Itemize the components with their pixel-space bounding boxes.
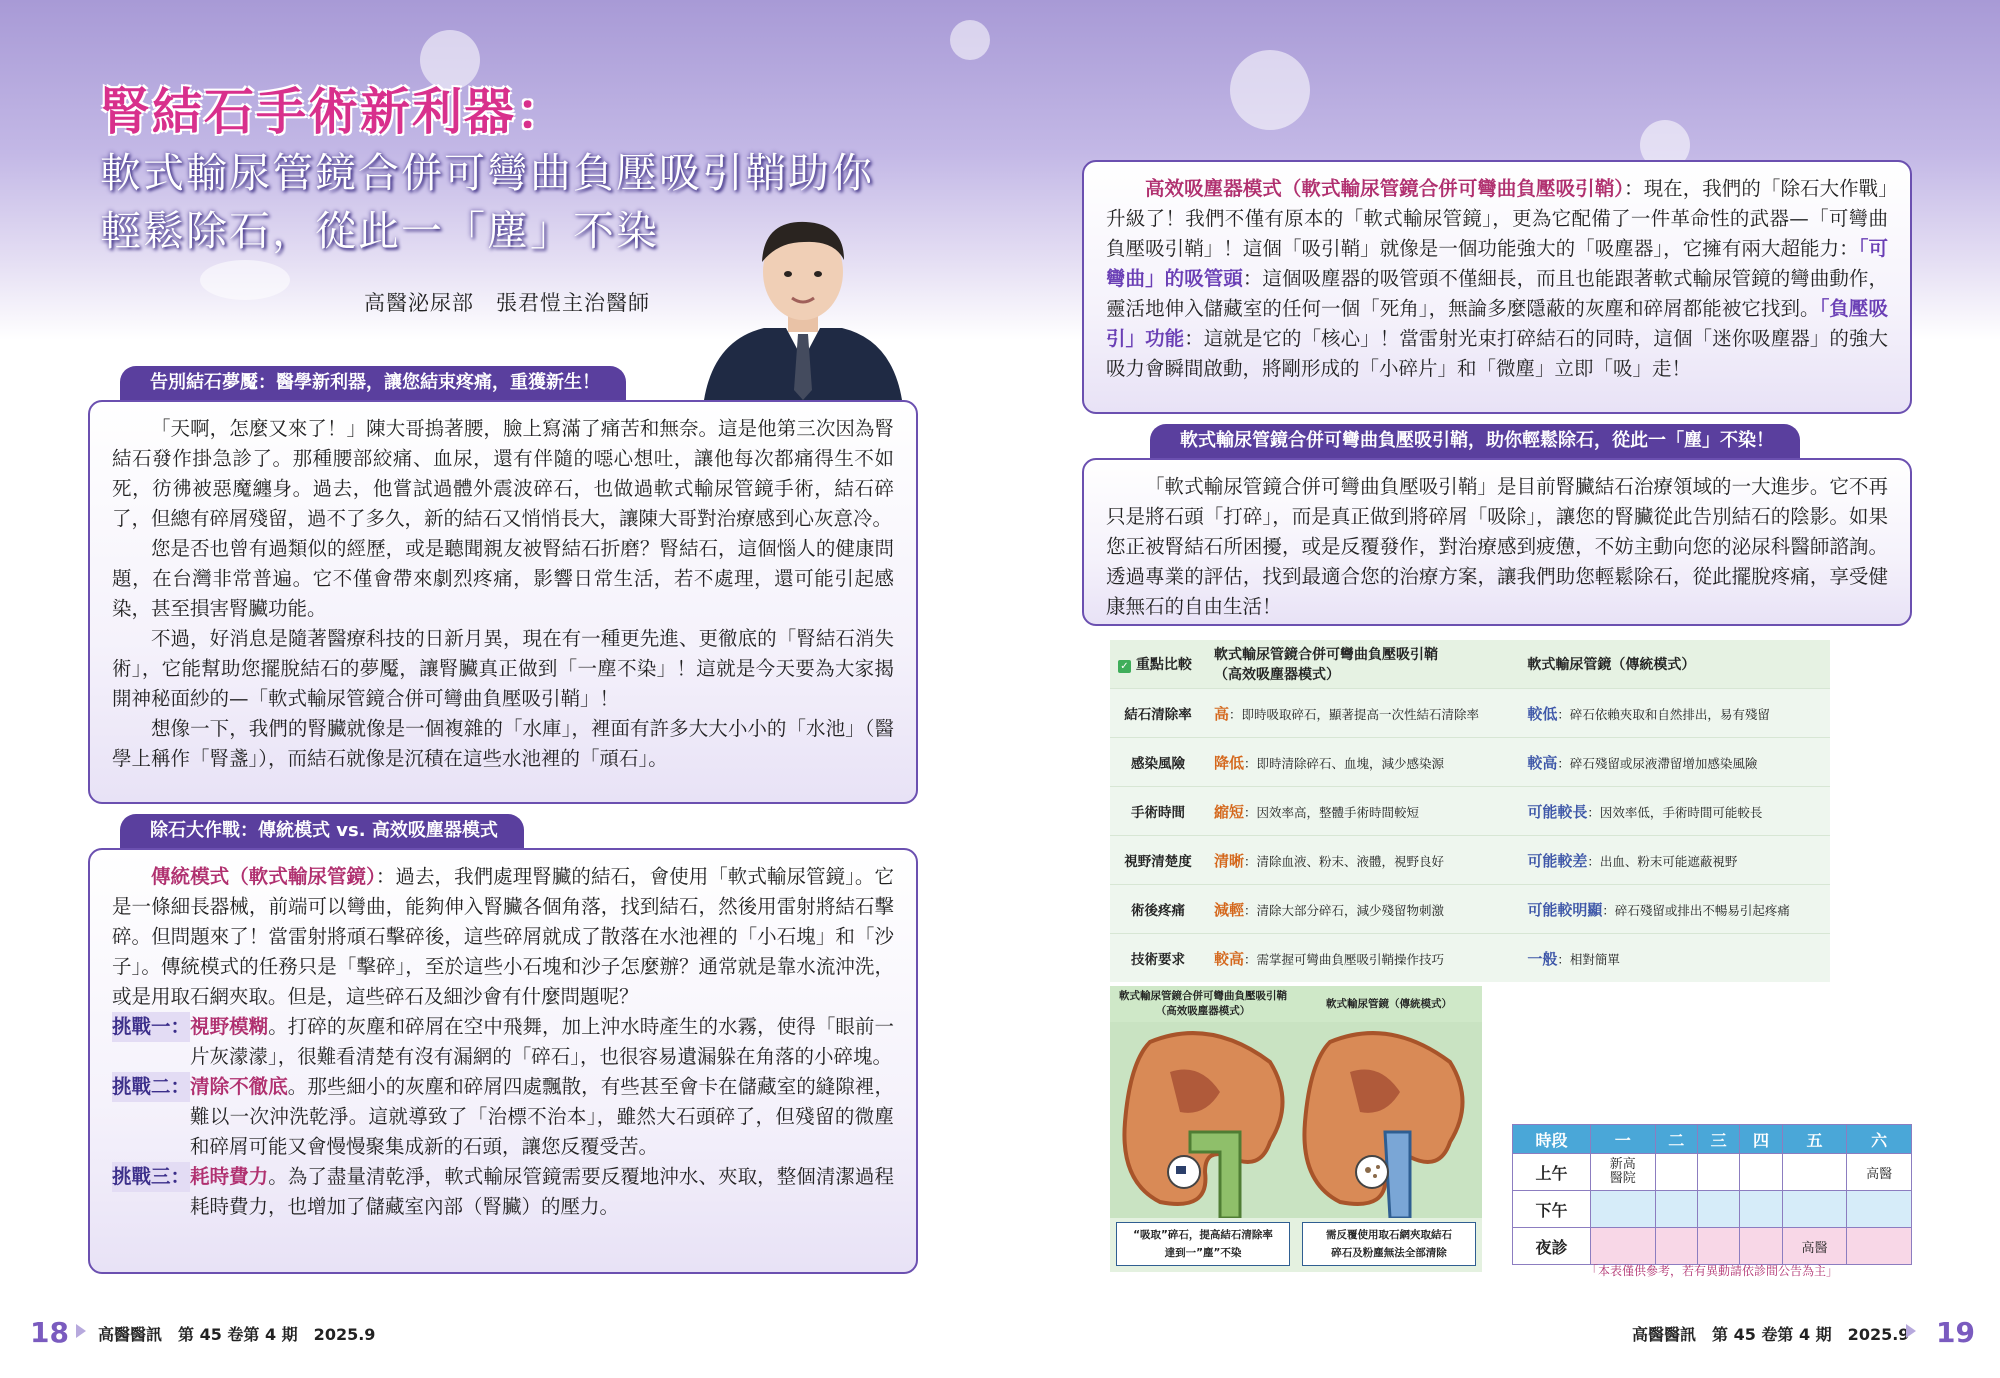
- cell-text: ：碎石依賴夾取和自然排出，易有殘留: [1557, 706, 1770, 722]
- section-heading-battle: 除石大作戰：傳統模式 vs. 高效吸塵器模式: [120, 814, 524, 848]
- cell-text: ：即時清除碎石、血塊，減少感染源: [1244, 755, 1445, 771]
- traditional-mode-heading: 傳統模式（軟式輸尿管鏡）: [151, 865, 376, 888]
- schedule-cell: [1740, 1228, 1782, 1265]
- cell-keyword: 清晰: [1214, 851, 1245, 870]
- row-label: 感染風險: [1110, 738, 1206, 787]
- schedule-cell: 高醫: [1847, 1154, 1912, 1191]
- schedule-cell: [1697, 1228, 1739, 1265]
- table-row: [1110, 934, 1830, 983]
- suction-keyword: 「負壓吸引」功能: [1106, 297, 1888, 350]
- cell-keyword: 降低: [1214, 753, 1245, 772]
- table-cell: [1206, 836, 1519, 885]
- schedule-note: 「本表僅供參考，若有異動請依診間公告為主」: [1585, 1264, 1838, 1278]
- section-heading-farewell: 告別結石夢魘：醫學新利器，讓您結束疼痛，重獲新生！: [120, 366, 626, 400]
- challenge-text: 。那些細小的灰塵和碎屑四處飄散，有些甚至會卡在儲藏室的縫隙裡，難以一次沖洗乾淨。這就導致了「治標不治本」，雖然大石頭碎了，但殘留的微塵和碎屑可能又會慢慢聚集成新的石頭，讓您反覆受苦。: [190, 1075, 894, 1158]
- table-cell: [1206, 738, 1519, 787]
- challenge-label: 挑戰一：: [112, 1012, 190, 1042]
- paragraph: 不過，好消息是隨著醫療科技的日新月異，現在有一種更先進、更徹底的「腎結石消失術」，它能幫助您擺脫結石的夢魘，讓腎臟真正做到「一塵不染」！這就是今天要為大家揭開神秘面紗的—「軟式輸尿管鏡合併可彎曲負壓吸引鞘」！: [112, 627, 894, 710]
- day-header: 一: [1591, 1125, 1656, 1154]
- schedule-cell: [1655, 1228, 1697, 1265]
- check-icon: ✓: [1118, 660, 1131, 673]
- paragraph: 想像一下，我們的腎臟就像是一個複雜的「水庫」，裡面有許多大大小小的「水池」（醫學上稱作「腎盞」），而結石就像是沉積在這些水池裡的「頑石」。: [112, 717, 894, 770]
- header-label: （高效吸塵器模式）: [1155, 1005, 1251, 1017]
- header-label: 重點比較: [1135, 657, 1192, 673]
- row-label: 術後疼痛: [1110, 885, 1206, 934]
- cell-keyword: 較高: [1527, 753, 1558, 772]
- caption-label: 碎石及粉塵無法全部清除: [1331, 1247, 1447, 1259]
- sparkle-decoration: [200, 260, 290, 300]
- table-row: [1110, 787, 1830, 836]
- cell-keyword: 較高: [1214, 949, 1245, 968]
- cell-text: ：因效率低，手術時間可能較長: [1587, 804, 1763, 820]
- row-label: 技術要求: [1110, 934, 1206, 983]
- schedule-cell: 新高 醫院: [1591, 1154, 1656, 1191]
- cell-text: ：出血、粉末可能遮蔽視野: [1587, 853, 1738, 869]
- conclusion-box: [1082, 458, 1912, 626]
- illustration-left-caption: [1116, 1222, 1290, 1266]
- cell-keyword: 可能較差: [1527, 851, 1588, 870]
- page-number-left: 18: [30, 1316, 69, 1349]
- session-label: 下午: [1513, 1191, 1591, 1228]
- row-label: 視野清楚度: [1110, 836, 1206, 885]
- table-row: [1110, 689, 1830, 738]
- cell-text: ：即時吸取碎石，顯著提高一次性結石清除率: [1229, 706, 1480, 722]
- page-subtitle-line2: 輕鬆除石，從此一「塵」不染: [100, 207, 659, 255]
- header-label: 軟式輸尿管鏡合併可彎曲負壓吸引鞘: [1214, 647, 1438, 663]
- table-header: 軟式輸尿管鏡（傳統模式）: [1519, 640, 1830, 689]
- day-header: 四: [1740, 1125, 1782, 1154]
- challenge-item: [112, 1072, 894, 1162]
- table-cell: [1519, 934, 1830, 983]
- cell-text: ：清除大部分碎石，減少殘留物刺激: [1244, 902, 1445, 918]
- sparkle-decoration: [950, 20, 990, 60]
- schedule-cell: [1847, 1191, 1912, 1228]
- schedule-cell: [1697, 1191, 1739, 1228]
- cell-keyword: 縮短: [1214, 802, 1245, 821]
- challenge-keyword: 清除不徹底: [190, 1075, 288, 1098]
- cell-text: ：需掌握可彎曲負壓吸引鞘操作技巧: [1244, 951, 1445, 967]
- kidney-comparison-illustration: [1110, 986, 1482, 1272]
- table-header-row: [1110, 640, 1830, 689]
- clinic-schedule-table: [1512, 1124, 1912, 1265]
- day-header: 三: [1697, 1125, 1739, 1154]
- vacuum-mode-heading: 高效吸塵器模式（軟式輸尿管鏡合併可彎曲負壓吸引鞘）: [1145, 177, 1625, 200]
- page-subtitle-line1: 軟式輸尿管鏡合併可彎曲負壓吸引鞘助你: [100, 149, 874, 197]
- cell-text: ：因效率高，整體手術時間較短: [1244, 804, 1420, 820]
- challenge-label: 挑戰二：: [112, 1072, 190, 1102]
- table-row: [1110, 836, 1830, 885]
- traditional-mode-paragraph: [112, 862, 894, 1012]
- header-label: （高效吸塵器模式）: [1214, 667, 1340, 683]
- cell-keyword: 高: [1214, 704, 1230, 723]
- paragraph: 「軟式輸尿管鏡合併可彎曲負壓吸引鞘」是目前腎臟結石治療領域的一大進步。它不再只是將石頭「打碎」，而是真正做到將碎屑「吸除」，讓您的腎臟從此告別結石的陰影。如果您正被腎結石所困擾，或是反覆發作，對治療感到疲憊，不妨主動向您的泌尿科醫師諮詢。透過專業的評估，找到最適合您的治療方案，讓我們助您輕鬆除石，從此擺脫疼痛，享受健康無石的自由生活！: [1106, 475, 1888, 618]
- triangle-icon: [1906, 1324, 1916, 1338]
- illustration-right-caption: [1302, 1222, 1476, 1266]
- table-header: [1110, 640, 1206, 689]
- row-label: 手術時間: [1110, 787, 1206, 836]
- footer-publication-left: 高醫醫訊 第 45 卷第 4 期 2025.9: [98, 1325, 376, 1344]
- schedule-cell: 高醫: [1782, 1228, 1847, 1265]
- table-cell: [1206, 885, 1519, 934]
- schedule-row: [1513, 1154, 1912, 1191]
- schedule-cell: [1655, 1154, 1697, 1191]
- day-header: 六: [1847, 1125, 1912, 1154]
- suction-text: ：這就是它的「核心」！當雷射光束打碎結石的同時，這個「迷你吸塵器」的強大吸力會瞬間啟動，將剛形成的「小碎片」和「微塵」立即「吸」走！: [1106, 327, 1888, 380]
- schedule-cell: [1655, 1191, 1697, 1228]
- schedule-row: [1513, 1191, 1912, 1228]
- doctor-photo: [694, 200, 912, 400]
- table-cell: [1519, 689, 1830, 738]
- cell-keyword: 可能較長: [1527, 802, 1588, 821]
- flexible-tip-text: ：這個吸塵器的吸管頭不僅細長，而且也能跟著軟式輸尿管鏡的彎曲動作，靈活地伸入儲藏室的任何一個「死角」，無論多麼隱蔽的灰塵和碎屑都能被它找到。: [1106, 267, 1888, 320]
- caption-label: “吸取”碎石，提高結石清除率: [1133, 1229, 1273, 1241]
- schedule-cell: [1591, 1228, 1656, 1265]
- cell-text: ：碎石殘留或尿液滯留增加感染風險: [1557, 755, 1758, 771]
- challenge-label: 挑戰三：: [112, 1162, 190, 1192]
- comparison-table: [1110, 640, 1830, 982]
- table-row: [1110, 885, 1830, 934]
- illustration-right-header: 軟式輸尿管鏡（傳統模式）: [1296, 986, 1482, 1022]
- cell-keyword: 減輕: [1214, 900, 1245, 919]
- header-label: 軟式輸尿管鏡合併可彎曲負壓吸引鞘: [1119, 990, 1287, 1002]
- page-number-right: 19: [1936, 1316, 1975, 1349]
- cell-keyword: 可能較明顯: [1527, 900, 1603, 919]
- table-cell: [1206, 934, 1519, 983]
- table-row: [1110, 738, 1830, 787]
- challenge-text: 。打碎的灰塵和碎屑在空中飛舞，加上沖水時產生的水霧，使得「眼前一片灰濛濛」，很難看清楚有沒有漏網的「碎石」，也很容易遺漏躲在角落的小碎塊。: [190, 1015, 894, 1068]
- session-label: 上午: [1513, 1154, 1591, 1191]
- triangle-icon: [76, 1324, 86, 1338]
- schedule-cell: [1782, 1191, 1847, 1228]
- challenge-keyword: 耗時費力: [190, 1165, 269, 1188]
- kidney-drawing: [1110, 1022, 1482, 1218]
- table-cell: [1519, 787, 1830, 836]
- cell-text: ：相對簡單: [1557, 951, 1620, 967]
- schedule-cell: [1697, 1154, 1739, 1191]
- table-cell: [1206, 787, 1519, 836]
- schedule-header-row: [1513, 1125, 1912, 1154]
- day-header: 二: [1655, 1125, 1697, 1154]
- author-byline: 高醫泌尿部 張君愷主治醫師: [364, 291, 650, 315]
- day-header: 五: [1782, 1125, 1847, 1154]
- challenge-text: 。為了盡量清乾淨，軟式輸尿管鏡需要反覆地沖水、夾取，整個清潔過程耗時費力，也增加了儲藏室內部（腎臟）的壓力。: [190, 1165, 894, 1218]
- challenge-item: [112, 1012, 894, 1072]
- schedule-cell: [1591, 1191, 1656, 1228]
- challenge-item: [112, 1162, 894, 1222]
- vacuum-mode-box: [1082, 160, 1912, 414]
- paragraph: 「天啊，怎麼又來了！」陳大哥摀著腰，臉上寫滿了痛苦和無奈。這是他第三次因為腎結石發作掛急診了。那種腰部絞痛、血尿，還有伴隨的噁心想吐，讓他每次都痛得生不如死，彷彿被惡魔纏身。過去，他嘗試過體外震波碎石，也做過軟式輸尿管鏡手術，結石碎了，但總有碎屑殘留，過不了多久，新的結石又悄悄長大，讓陳大哥對治療感到心灰意冷。: [112, 417, 894, 530]
- row-label: 結石清除率: [1110, 689, 1206, 738]
- schedule-cell: [1740, 1154, 1782, 1191]
- sparkle-decoration: [1230, 50, 1310, 130]
- section-heading-conclusion: 軟式輸尿管鏡合併可彎曲負壓吸引鞘，助你輕鬆除石，從此一「塵」不染！: [1150, 424, 1800, 458]
- footer-publication-right: 高醫醫訊 第 45 卷第 4 期 2025.9: [1632, 1325, 1910, 1344]
- session-label: 夜診: [1513, 1228, 1591, 1265]
- schedule-cell: [1740, 1191, 1782, 1228]
- traditional-mode-box: [88, 848, 918, 1274]
- table-cell: [1519, 885, 1830, 934]
- intro-box: [88, 400, 918, 804]
- caption-label: 需反覆使用取石網夾取結石: [1326, 1229, 1452, 1241]
- page-title: 腎結石手術新利器：: [100, 83, 568, 141]
- cell-keyword: 較低: [1527, 704, 1558, 723]
- paragraph: 您是否也曾有過類似的經歷，或是聽聞親友被腎結石折磨？腎結石，這個惱人的健康問題，在台灣非常普遍。它不僅會帶來劇烈疼痛，影響日常生活，若不處理，還可能引起感染，甚至損害腎臟功能。: [112, 537, 894, 620]
- schedule-cell: [1782, 1154, 1847, 1191]
- vacuum-mode-text: ：現在，我們的「除石大作戰」升級了！我們不僅有原本的「軟式輸尿管鏡」，更為它配備了一件革命性的武器—「可彎曲負壓吸引鞘」！這個「吸引鞘」就像是一個功能強大的「吸塵器」，它擁有兩大超能力：: [1106, 177, 1888, 260]
- flexible-tip-keyword: 「可彎曲」的吸管頭: [1106, 237, 1888, 290]
- cell-keyword: 一般: [1527, 949, 1558, 968]
- cell-text: ：清除血液、粉末、液體，視野良好: [1244, 853, 1445, 869]
- vacuum-mode-paragraph: [1106, 174, 1888, 384]
- illustration-left-header: [1110, 986, 1296, 1022]
- traditional-mode-text: ：過去，我們處理腎臟的結石，會使用「軟式輸尿管鏡」。它是一條細長器械，前端可以彎曲，能夠伸入腎臟各個角落，找到結石，然後用雷射將結石擊碎。但問題來了！當雷射將頑石擊碎後，這些碎屑就成了散落在水池裡的「小石塊」和「沙子」。傳統模式的任務只是「擊碎」，至於這些小石塊和沙子怎麼辦？通常就是靠水流沖洗，或是用取石網夾取。但是，這些碎石及細沙會有什麼問題呢？: [112, 865, 894, 1008]
- table-cell: [1519, 738, 1830, 787]
- cell-text: ：碎石殘留或排出不暢易引起疼痛: [1602, 902, 1790, 918]
- schedule-corner: 時段: [1513, 1125, 1591, 1154]
- caption-label: 達到一”塵”不染: [1164, 1247, 1242, 1259]
- table-cell: [1519, 836, 1830, 885]
- table-cell: [1206, 689, 1519, 738]
- challenge-keyword: 視野模糊: [190, 1015, 269, 1038]
- table-header: [1206, 640, 1519, 689]
- schedule-row: [1513, 1228, 1912, 1265]
- schedule-cell: [1847, 1228, 1912, 1265]
